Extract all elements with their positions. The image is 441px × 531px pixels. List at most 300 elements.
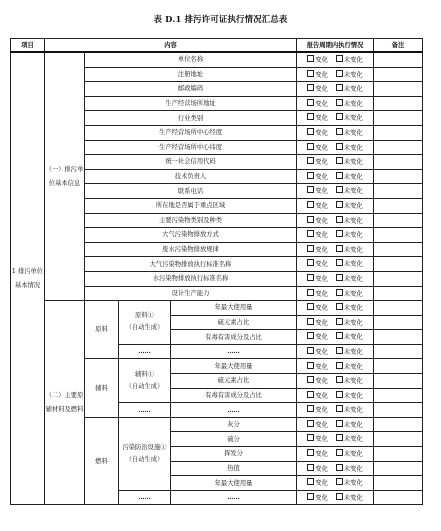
attribute-label: 热值 [171, 461, 297, 476]
checkbox-label: 变化 [315, 71, 328, 79]
checkbox-square-icon [336, 128, 343, 135]
checkbox-label: 未变化 [343, 187, 363, 195]
unchanged-checkbox[interactable] [336, 113, 363, 123]
field-label: 设计生产能力 [85, 286, 297, 301]
checkbox-label: 变化 [315, 465, 328, 473]
unchanged-checkbox[interactable] [336, 230, 363, 240]
field-label: 大气污染物排放执行标准名称 [85, 257, 297, 272]
checkbox-square-icon [336, 478, 343, 485]
note-cell [374, 301, 423, 316]
checkbox-label: 变化 [315, 129, 328, 137]
note-cell [374, 344, 423, 359]
field-label: 所在地是否属于重点区域 [85, 198, 297, 213]
note-cell [374, 271, 423, 286]
attribute-label: 有毒有害成分及占比 [171, 330, 297, 345]
checkbox-label: 变化 [315, 217, 328, 225]
checkbox-square-icon [336, 289, 343, 296]
note-cell [374, 359, 423, 374]
change-status-cell [297, 461, 374, 476]
checkbox-square-icon [307, 391, 314, 398]
field-label: 生产经营场所中心纬度 [85, 140, 297, 155]
checkbox-square-icon [336, 434, 343, 441]
checkbox-square-icon [336, 70, 343, 77]
checkbox-square-icon [336, 230, 343, 237]
change-status-cell [297, 198, 374, 213]
checkbox-label: 未变化 [343, 231, 363, 239]
attribute-label: 年最大使用量 [171, 476, 297, 491]
checkbox-label: 未变化 [343, 421, 363, 429]
checkbox-square-icon [307, 128, 314, 135]
field-label: 邮政编码 [85, 82, 297, 97]
checkbox-label: 未变化 [343, 363, 363, 371]
checkbox-label: 变化 [315, 85, 328, 93]
checkbox-square-icon [336, 274, 343, 281]
fuel-category-label: 燃料 [85, 417, 119, 505]
checkbox-label: 未变化 [343, 217, 363, 225]
change-status-cell [297, 403, 374, 418]
attribute-label: 年最大使用量 [171, 359, 297, 374]
checkbox-label: 变化 [315, 348, 328, 356]
checkbox-square-icon [336, 493, 343, 500]
raw-item-label [119, 301, 171, 345]
checkbox-square-icon [307, 347, 314, 354]
unchanged-checkbox[interactable] [336, 172, 363, 182]
unchanged-checkbox[interactable] [336, 259, 363, 269]
permit-summary-table [10, 38, 423, 505]
change-status-cell [297, 432, 374, 447]
checkbox-square-icon [307, 332, 314, 339]
checkbox-square-icon [307, 362, 314, 369]
checkbox-label: 未变化 [343, 392, 363, 400]
checkbox-square-icon [336, 99, 343, 106]
checkbox-square-icon [336, 318, 343, 325]
checkbox-label: 变化 [315, 450, 328, 458]
checkbox-label: 未变化 [343, 465, 363, 473]
field-label: 统一社会信用代码 [85, 155, 297, 170]
attribute-label: 硫分 [171, 432, 297, 447]
header-item: 项目 [11, 39, 45, 53]
checkbox-square-icon [307, 201, 314, 208]
changed-checkbox[interactable] [307, 405, 328, 415]
change-status-cell [297, 169, 374, 184]
changed-checkbox[interactable] [307, 157, 328, 167]
checkbox-square-icon [336, 143, 343, 150]
field-label: 注册地址 [85, 67, 297, 82]
checkbox-square-icon [307, 172, 314, 179]
checkbox-square-icon [307, 143, 314, 150]
unchanged-checkbox[interactable] [336, 391, 363, 401]
checkbox-square-icon [307, 318, 314, 325]
note-cell [374, 111, 423, 126]
checkbox-square-icon [307, 186, 314, 193]
unchanged-checkbox[interactable] [336, 478, 363, 488]
unchanged-checkbox[interactable] [336, 157, 363, 167]
field-label: 生产经营场所地址 [85, 96, 297, 111]
changed-checkbox[interactable] [307, 464, 328, 474]
checkbox-label: 变化 [315, 158, 328, 166]
checkbox-label: 未变化 [343, 100, 363, 108]
table-row [11, 301, 423, 316]
checkbox-label: 变化 [315, 304, 328, 312]
checkbox-square-icon [336, 245, 343, 252]
checkbox-square-icon [307, 289, 314, 296]
section-label: 1 排污单位基本情况 [11, 52, 45, 505]
checkbox-square-icon [336, 84, 343, 91]
change-status-cell [297, 490, 374, 505]
field-label: 行业类别 [85, 111, 297, 126]
unchanged-checkbox[interactable] [336, 216, 363, 226]
note-cell [374, 228, 423, 243]
checkbox-square-icon [336, 332, 343, 339]
change-status-cell [297, 315, 374, 330]
note-cell [374, 169, 423, 184]
table-title: 表 D.1 排污许可证执行情况汇总表 [153, 14, 288, 24]
checkbox-label: 变化 [315, 100, 328, 108]
checkbox-label: 未变化 [343, 275, 363, 283]
changed-checkbox[interactable] [307, 449, 328, 459]
checkbox-square-icon [307, 157, 314, 164]
change-status-cell [297, 213, 374, 228]
unchanged-checkbox[interactable] [336, 128, 363, 138]
note-cell [374, 330, 423, 345]
unchanged-checkbox[interactable] [336, 84, 363, 94]
change-status-cell [297, 388, 374, 403]
checkbox-label: 未变化 [343, 173, 363, 181]
ellipsis: …… [119, 490, 171, 505]
group-label: （一）排污单位基本信息 [45, 52, 85, 301]
aux-item-name: 辅料① [135, 370, 154, 378]
field-label: 联系电话 [85, 184, 297, 199]
checkbox-square-icon [307, 478, 314, 485]
checkbox-label: 未变化 [343, 129, 363, 137]
ellipsis: …… [119, 403, 171, 418]
header-content: 内容 [45, 39, 297, 53]
change-status-cell [297, 476, 374, 491]
checkbox-square-icon [336, 113, 343, 120]
changed-checkbox[interactable] [307, 128, 328, 138]
attribute-label: 有毒有害成分及占比 [171, 388, 297, 403]
change-status-cell [297, 67, 374, 82]
checkbox-label: 未变化 [343, 246, 363, 254]
fuel-item-label [119, 417, 171, 490]
changed-checkbox[interactable] [307, 289, 328, 299]
unchanged-checkbox[interactable] [336, 376, 363, 386]
unchanged-checkbox[interactable] [336, 289, 363, 299]
note-cell [374, 82, 423, 97]
note-cell [374, 67, 423, 82]
fuel-item-name: 污染防治设施① [122, 443, 167, 451]
checkbox-label: 变化 [315, 202, 328, 210]
checkbox-square-icon [307, 245, 314, 252]
changed-checkbox[interactable] [307, 318, 328, 328]
note-cell [374, 242, 423, 257]
checkbox-label: 未变化 [343, 290, 363, 298]
ellipsis: …… [119, 344, 171, 359]
changed-checkbox[interactable] [307, 186, 328, 196]
attribute-label: 挥发分 [171, 447, 297, 462]
checkbox-label: 变化 [315, 144, 328, 152]
changed-checkbox[interactable] [307, 391, 328, 401]
unchanged-checkbox[interactable] [336, 347, 363, 357]
checkbox-square-icon [307, 99, 314, 106]
change-status-cell [297, 344, 374, 359]
checkbox-square-icon [307, 216, 314, 223]
aux-item-note: （自动生成） [125, 382, 164, 390]
raw-item-name: 原料① [135, 312, 154, 320]
changed-checkbox[interactable] [307, 274, 328, 284]
note-cell [374, 155, 423, 170]
changed-checkbox[interactable] [307, 420, 328, 430]
attribute-label: 硫元素占比 [171, 315, 297, 330]
checkbox-label: 未变化 [343, 158, 363, 166]
change-status-cell [297, 228, 374, 243]
table-row [11, 52, 423, 67]
checkbox-label: 变化 [315, 377, 328, 385]
change-status-cell [297, 184, 374, 199]
unchanged-checkbox[interactable] [336, 274, 363, 284]
checkbox-square-icon [307, 113, 314, 120]
unchanged-checkbox[interactable] [336, 318, 363, 328]
changed-checkbox[interactable] [307, 216, 328, 226]
checkbox-label: 未变化 [343, 71, 363, 79]
change-status-cell [297, 359, 374, 374]
unchanged-checkbox[interactable] [336, 493, 363, 503]
checkbox-square-icon [336, 376, 343, 383]
checkbox-square-icon [307, 405, 314, 412]
checkbox-label: 变化 [315, 479, 328, 487]
changed-checkbox[interactable] [307, 55, 328, 65]
changed-checkbox[interactable] [307, 70, 328, 80]
changed-checkbox[interactable] [307, 376, 328, 386]
checkbox-label: 未变化 [343, 406, 363, 414]
checkbox-label: 未变化 [343, 144, 363, 152]
change-status-cell [297, 125, 374, 140]
attribute-label: 年最大使用量 [171, 301, 297, 316]
change-status-cell [297, 301, 374, 316]
note-cell [374, 374, 423, 389]
checkbox-square-icon [307, 70, 314, 77]
checkbox-square-icon [307, 303, 314, 310]
field-label: 技术负责人 [85, 169, 297, 184]
checkbox-label: 变化 [315, 435, 328, 443]
changed-checkbox[interactable] [307, 303, 328, 313]
note-cell [374, 184, 423, 199]
change-status-cell [297, 52, 374, 67]
note-cell [374, 315, 423, 330]
unchanged-checkbox[interactable] [336, 420, 363, 430]
checkbox-label: 未变化 [343, 494, 363, 502]
unchanged-checkbox[interactable] [336, 55, 363, 65]
checkbox-label: 未变化 [343, 304, 363, 312]
change-status-cell [297, 286, 374, 301]
checkbox-square-icon [307, 464, 314, 471]
checkbox-square-icon [336, 186, 343, 193]
checkbox-square-icon [336, 347, 343, 354]
checkbox-label: 变化 [315, 260, 328, 268]
note-cell [374, 96, 423, 111]
changed-checkbox[interactable] [307, 245, 328, 255]
group-label: （二）主要原辅材料及燃料 [45, 301, 85, 505]
attribute-label: 灰分 [171, 417, 297, 432]
unchanged-checkbox[interactable] [336, 405, 363, 415]
checkbox-label: 变化 [315, 406, 328, 414]
checkbox-label: 未变化 [343, 435, 363, 443]
checkbox-label: 变化 [315, 392, 328, 400]
field-label: 主要污染物类别及种类 [85, 213, 297, 228]
checkbox-label: 未变化 [343, 319, 363, 327]
note-cell [374, 52, 423, 67]
unchanged-checkbox[interactable] [336, 201, 363, 211]
field-label: 大气污染物排放方式 [85, 228, 297, 243]
unchanged-checkbox[interactable] [336, 449, 363, 459]
unchanged-checkbox[interactable] [336, 143, 363, 153]
note-cell [374, 461, 423, 476]
note-cell [374, 125, 423, 140]
note-cell [374, 403, 423, 418]
checkbox-label: 变化 [315, 56, 328, 64]
change-status-cell [297, 242, 374, 257]
checkbox-square-icon [307, 376, 314, 383]
checkbox-square-icon [307, 420, 314, 427]
note-cell [374, 257, 423, 272]
checkbox-square-icon [336, 55, 343, 62]
unchanged-checkbox[interactable] [336, 186, 363, 196]
changed-checkbox[interactable] [307, 99, 328, 109]
checkbox-label: 变化 [315, 363, 328, 371]
change-status-cell [297, 257, 374, 272]
change-status-cell [297, 82, 374, 97]
checkbox-square-icon [307, 84, 314, 91]
checkbox-square-icon [336, 201, 343, 208]
checkbox-label: 未变化 [343, 202, 363, 210]
checkbox-square-icon [307, 259, 314, 266]
change-status-cell [297, 374, 374, 389]
changed-checkbox[interactable] [307, 332, 328, 342]
change-status-cell [297, 96, 374, 111]
checkbox-label: 未变化 [343, 56, 363, 64]
unchanged-checkbox[interactable] [336, 332, 363, 342]
changed-checkbox[interactable] [307, 84, 328, 94]
checkbox-square-icon [336, 303, 343, 310]
checkbox-square-icon [307, 434, 314, 441]
unchanged-checkbox[interactable] [336, 303, 363, 313]
note-cell [374, 286, 423, 301]
changed-checkbox[interactable] [307, 201, 328, 211]
unchanged-checkbox[interactable] [336, 99, 363, 109]
field-label: 水污染物排放执行标准名称 [85, 271, 297, 286]
checkbox-square-icon [336, 362, 343, 369]
checkbox-label: 未变化 [343, 85, 363, 93]
changed-checkbox[interactable] [307, 172, 328, 182]
change-status-cell [297, 447, 374, 462]
checkbox-label: 未变化 [343, 348, 363, 356]
checkbox-square-icon [307, 449, 314, 456]
checkbox-square-icon [336, 405, 343, 412]
changed-checkbox[interactable] [307, 434, 328, 444]
change-status-cell [297, 140, 374, 155]
note-cell [374, 490, 423, 505]
header-row [11, 39, 423, 53]
checkbox-label: 未变化 [343, 450, 363, 458]
unchanged-checkbox[interactable] [336, 464, 363, 474]
field-label: 单位名称 [85, 52, 297, 67]
checkbox-label: 变化 [315, 187, 328, 195]
header-change: 报告周期内执行情况 [297, 39, 374, 53]
checkbox-label: 变化 [315, 494, 328, 502]
checkbox-label: 变化 [315, 246, 328, 254]
checkbox-label: 未变化 [343, 114, 363, 122]
changed-checkbox[interactable] [307, 230, 328, 240]
note-cell [374, 476, 423, 491]
unchanged-checkbox[interactable] [336, 245, 363, 255]
note-cell [374, 388, 423, 403]
change-status-cell [297, 111, 374, 126]
checkbox-label: 变化 [315, 173, 328, 181]
checkbox-square-icon [336, 157, 343, 164]
aux-category-label: 辅料 [85, 359, 119, 417]
changed-checkbox[interactable] [307, 259, 328, 269]
changed-checkbox[interactable] [307, 493, 328, 503]
note-cell [374, 213, 423, 228]
note-cell [374, 417, 423, 432]
change-status-cell [297, 417, 374, 432]
note-cell [374, 447, 423, 462]
checkbox-label: 变化 [315, 333, 328, 341]
note-cell [374, 432, 423, 447]
unchanged-checkbox[interactable] [336, 362, 363, 372]
checkbox-square-icon [336, 464, 343, 471]
checkbox-label: 变化 [315, 275, 328, 283]
changed-checkbox[interactable] [307, 143, 328, 153]
changed-checkbox[interactable] [307, 362, 328, 372]
checkbox-square-icon [307, 274, 314, 281]
note-cell [374, 140, 423, 155]
checkbox-label: 变化 [315, 290, 328, 298]
ellipsis: …… [171, 403, 297, 418]
changed-checkbox[interactable] [307, 347, 328, 357]
ellipsis: …… [171, 344, 297, 359]
unchanged-checkbox[interactable] [336, 70, 363, 80]
checkbox-square-icon [307, 55, 314, 62]
change-status-cell [297, 271, 374, 286]
raw-category-label: 原料 [85, 301, 119, 359]
attribute-label: 硫元素占比 [171, 374, 297, 389]
field-label: 废水污染物排放规律 [85, 242, 297, 257]
ellipsis: …… [171, 490, 297, 505]
raw-item-note: （自动生成） [125, 324, 164, 332]
checkbox-label: 未变化 [343, 333, 363, 341]
checkbox-label: 未变化 [343, 377, 363, 385]
checkbox-square-icon [336, 449, 343, 456]
checkbox-square-icon [336, 172, 343, 179]
checkbox-square-icon [307, 230, 314, 237]
unchanged-checkbox[interactable] [336, 434, 363, 444]
checkbox-square-icon [336, 391, 343, 398]
checkbox-square-icon [307, 493, 314, 500]
checkbox-label: 变化 [315, 114, 328, 122]
checkbox-label: 变化 [315, 231, 328, 239]
header-note: 备注 [374, 39, 423, 53]
checkbox-square-icon [336, 216, 343, 223]
changed-checkbox[interactable] [307, 113, 328, 123]
change-status-cell [297, 330, 374, 345]
changed-checkbox[interactable] [307, 478, 328, 488]
change-status-cell [297, 155, 374, 170]
note-cell [374, 198, 423, 213]
checkbox-label: 变化 [315, 421, 328, 429]
checkbox-label: 未变化 [343, 260, 363, 268]
checkbox-square-icon [336, 259, 343, 266]
